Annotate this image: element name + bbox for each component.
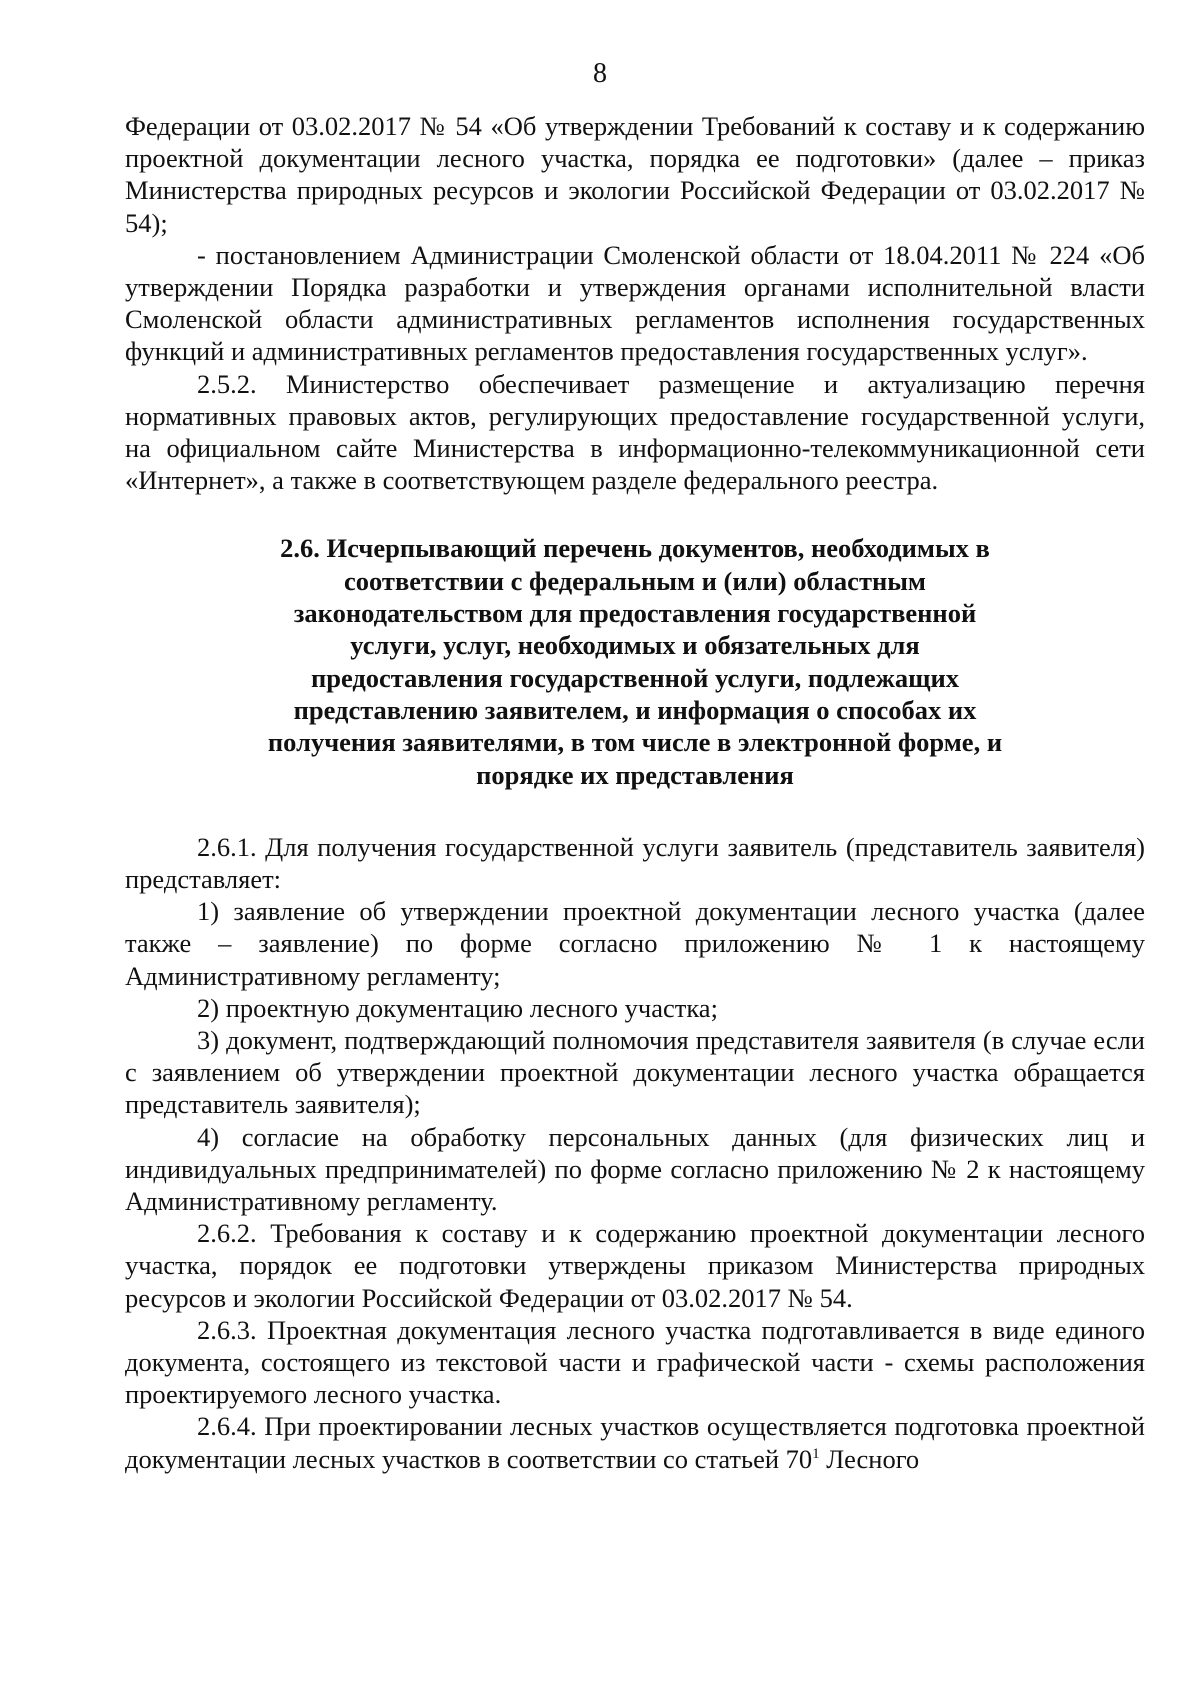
list-item-4: 4) согласие на обработку персональных данных (для физических лиц и индивидуальных предпринимателей) по форме согласно приложению № 2 к настоящему Административному регламенту. bbox=[125, 1121, 1145, 1217]
list-item-2: 2) проектную документацию лесного участка; bbox=[197, 992, 718, 1023]
section-heading-2-6: 2.6. Исчерпывающий перечень документов, необходимых в соответствии с федеральным и (или) областным законодательством для предоставления государственной услуги, услуг, необходимых и обязательных для предоставления государственной услуги, подлежащих представлению заявителем, и информация о способах их получения заявителями, в том числе в электронной форме, и порядке их представления bbox=[267, 533, 1003, 790]
list-item-1: 1) заявление об утверждении проектной документации лесного участка (далее также – заявление) по форме согласно приложению № 1 к настоящему Административному регламенту; bbox=[125, 896, 1145, 991]
paragraph-2-6-4-tail: Лесного bbox=[819, 1443, 920, 1474]
paragraph-2-6-2: 2.6.2. Требования к составу и к содержанию проектной документации лесного участка, порядок ее подготовки утверждены приказом Министерства природных ресурсов и экологии Российской Федерации от 03.02.2017 № 54. bbox=[125, 1218, 1145, 1313]
paragraph-2-6-1: 2.6.1. Для получения государственной услуги заявитель (представитель заявителя) представляет: bbox=[125, 831, 1145, 895]
list-item-3: 3) документ, подтверждающий полномочия представителя заявителя (в случае если с заявлением об утверждении проектной документации лесного участка обращается представитель заявителя); bbox=[125, 1025, 1145, 1120]
document-body bbox=[125, 110, 1145, 1475]
page-number: 8 bbox=[593, 58, 607, 89]
paragraph-2-6-4 bbox=[125, 1410, 1145, 1474]
paragraph-resolution: - постановлением Администрации Смоленской области от 18.04.2011 № 224 «Об утверждении Порядка разработки и утверждения органами исполнительной власти Смоленской области административных регламентов исполнения государственных функций и административных регламентов предоставления государственных услуг». bbox=[125, 239, 1145, 367]
paragraph-2-6-4-text: 2.6.4. При проектировании лесных участков осуществляется подготовка проектной документации лесных участков в соответствии со статьей 70 bbox=[125, 1411, 1145, 1474]
article-superscript: 1 bbox=[812, 1445, 820, 1462]
paragraph-2-6-3: 2.6.3. Проектная документация лесного участка подготавливается в виде единого документа, состоящего из текстовой части и графической части - схемы расположения проектируемого лесного участка. bbox=[125, 1314, 1145, 1410]
paragraph-2-5-2: 2.5.2. Министерство обеспечивает размещение и актуализацию перечня нормативных правовых актов, регулирующих предоставление государственной услуги, на официальном сайте Министерства в информационно-телекоммуникационной сети «Интернет», а также в соответствующем разделе федерального реестра. bbox=[125, 368, 1145, 496]
paragraph-continuation: Федерации от 03.02.2017 № 54 «Об утверждении Требований к составу и к содержанию проектной документации лесного участка, порядка ее подготовки» (далее – приказ Министерства природных ресурсов и экологии Российской Федерации от 03.02.2017 № 54); bbox=[125, 111, 1145, 238]
